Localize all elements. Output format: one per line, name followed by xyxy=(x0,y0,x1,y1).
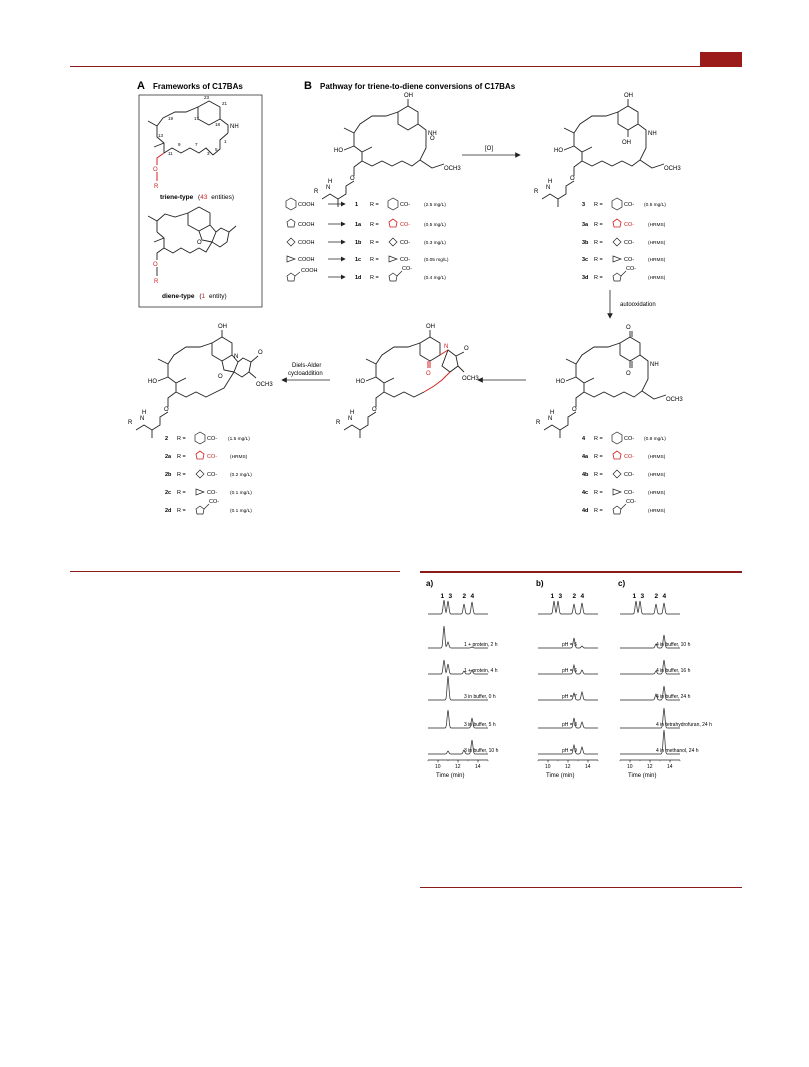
hplc-chromatograms xyxy=(426,579,712,779)
svg-text:2: 2 xyxy=(165,436,169,442)
hplc-reference-trace xyxy=(620,601,680,614)
hplc-trace-label: 4 in buffer, 24 h xyxy=(656,694,691,700)
hplc-peak-label: 3 xyxy=(558,593,563,600)
int-n: N xyxy=(348,416,353,422)
hplc-panel-letter: b) xyxy=(536,579,544,588)
c2-o-lactam: O xyxy=(258,350,263,356)
hplc-peak-label: 2 xyxy=(654,593,659,600)
hplc-peak-label: 2 xyxy=(462,593,467,600)
c4-och3: OCH3 xyxy=(666,397,683,403)
c3-oh-bottom: OH xyxy=(622,140,631,146)
svg-text:2d: 2d xyxy=(165,508,172,514)
svg-text:2a: 2a xyxy=(165,454,172,460)
svg-text:1: 1 xyxy=(224,139,227,144)
c4-n: N xyxy=(548,416,553,422)
c3-o: O xyxy=(570,176,575,182)
hplc-peak-label: 4 xyxy=(470,593,475,600)
hplc-trace-label: 3 in buffer, 0 h xyxy=(464,694,496,700)
c4-h: H xyxy=(550,410,555,416)
c4-o: O xyxy=(572,407,577,413)
c2-r: R xyxy=(128,420,133,426)
svg-text:(0.5 mg/L): (0.5 mg/L) xyxy=(644,203,666,208)
int-o-red: O xyxy=(426,371,431,377)
svg-text:(0.5 mg/L): (0.5 mg/L) xyxy=(424,223,446,228)
svg-text:3b: 3b xyxy=(582,240,589,246)
svg-text:CO-: CO- xyxy=(626,499,637,505)
int-o: O xyxy=(372,407,377,413)
hplc-trace-label: 1 + protein, 4 h xyxy=(464,668,498,674)
hplc-peak-label: 3 xyxy=(640,593,645,600)
svg-text:CO-: CO- xyxy=(624,202,635,208)
c1-h: H xyxy=(328,179,333,185)
svg-text:2c: 2c xyxy=(165,490,172,496)
c4-o-top: O xyxy=(626,325,631,331)
hplc-x-tick-label: 14 xyxy=(667,764,673,770)
svg-text:4: 4 xyxy=(582,436,586,442)
c1-o2: O xyxy=(350,176,355,182)
c2-n: N xyxy=(234,354,239,360)
svg-text:1b: 1b xyxy=(355,240,362,246)
svg-text:19: 19 xyxy=(168,116,174,121)
hplc-peak-label: 3 xyxy=(448,593,453,600)
svg-text:(HRMS): (HRMS) xyxy=(648,473,666,478)
hplc-trace-label: pH = 8 xyxy=(562,722,577,728)
svg-text:(0.8 mg/L): (0.8 mg/L) xyxy=(644,437,666,442)
svg-text:(0.4 mg/L): (0.4 mg/L) xyxy=(424,276,446,281)
svg-text:9: 9 xyxy=(178,142,181,147)
c3-r: R xyxy=(534,189,539,195)
acid-row-1b xyxy=(287,238,446,246)
int-h: H xyxy=(350,410,355,416)
svg-text:R =: R = xyxy=(177,490,186,496)
hplc-x-axis-title: Time (min) xyxy=(628,773,657,779)
c1-r: R xyxy=(314,189,319,195)
svg-text:(HRMS): (HRMS) xyxy=(648,241,666,246)
svg-text:R =: R = xyxy=(177,508,186,514)
hplc-peak-label: 1 xyxy=(632,593,637,600)
c2-o: O xyxy=(164,407,169,413)
svg-text:(0.3 mg/L): (0.3 mg/L) xyxy=(424,241,446,246)
svg-text:4a: 4a xyxy=(582,454,589,460)
svg-text:CO-: CO- xyxy=(624,436,635,442)
c2-ho: HO xyxy=(148,379,157,385)
int-ho: HO xyxy=(356,379,365,385)
hplc-x-tick-label: 12 xyxy=(647,764,653,770)
svg-text:3c: 3c xyxy=(582,257,589,263)
c2-h: H xyxy=(142,410,147,416)
svg-text:R =: R = xyxy=(594,275,603,281)
svg-text:5: 5 xyxy=(215,147,218,152)
acid-row-1d xyxy=(287,266,446,281)
svg-text:CO-: CO- xyxy=(624,454,635,460)
hplc-peak-label: 1 xyxy=(550,593,555,600)
svg-text:23: 23 xyxy=(204,95,210,100)
svg-text:CO-: CO- xyxy=(207,472,218,478)
c3-nh: NH xyxy=(648,131,657,137)
oxidation-label: [O] xyxy=(485,146,494,152)
hplc-trace-label: 4 in methanol, 24 h xyxy=(656,748,699,754)
autooxidation-label: autooxidation xyxy=(620,302,656,308)
hplc-trace-label: pH = 9 xyxy=(562,748,577,754)
triene-type-label: triene-type (43 entities) xyxy=(160,194,235,201)
svg-text:R =: R = xyxy=(177,472,186,478)
svg-text:1: 1 xyxy=(355,202,359,208)
hplc-reference-trace xyxy=(538,601,598,614)
svg-text:(HRMS): (HRMS) xyxy=(648,491,666,496)
hplc-trace-label: pH = 6 xyxy=(562,668,577,674)
c2-och3: OCH3 xyxy=(256,382,273,388)
c1-ho: HO xyxy=(334,148,343,154)
hplc-peak-label: 4 xyxy=(580,593,585,600)
svg-text:COOH: COOH xyxy=(298,202,315,208)
svg-text:R =: R = xyxy=(594,508,603,514)
triene-r: R xyxy=(154,184,159,190)
svg-text:2b: 2b xyxy=(165,472,172,478)
diene-o: O xyxy=(197,240,202,246)
svg-text:R =: R = xyxy=(370,257,379,263)
svg-text:CO-: CO- xyxy=(624,257,635,263)
svg-text:(0.2 mg/L): (0.2 mg/L) xyxy=(230,473,252,478)
c3-h: H xyxy=(548,179,553,185)
series4-table xyxy=(582,432,666,514)
diene-skeleton xyxy=(148,207,236,276)
hplc-x-tick-label: 10 xyxy=(435,764,441,770)
svg-text:(HRMS): (HRMS) xyxy=(648,276,666,281)
svg-text:COOH: COOH xyxy=(301,268,318,274)
svg-text:CO-: CO- xyxy=(402,266,413,272)
hplc-x-tick-label: 14 xyxy=(475,764,481,770)
svg-text:CO-: CO- xyxy=(624,472,635,478)
svg-text:R =: R = xyxy=(594,436,603,442)
hplc-trace-label: 4 in buffer, 16 h xyxy=(656,668,691,674)
svg-text:(2.5 mg/L): (2.5 mg/L) xyxy=(424,203,446,208)
diels-alder-label-2: cycloaddition xyxy=(288,371,323,377)
c1-o: O xyxy=(430,136,435,142)
svg-text:(0.05 mg/L): (0.05 mg/L) xyxy=(424,258,449,263)
hplc-x-tick-label: 10 xyxy=(627,764,633,770)
svg-text:(HRMS): (HRMS) xyxy=(648,258,666,263)
svg-text:1a: 1a xyxy=(355,222,362,228)
svg-text:R =: R = xyxy=(177,436,186,442)
svg-text:CO-: CO- xyxy=(624,222,635,228)
c4-o-bottom: O xyxy=(626,371,631,377)
svg-text:COOH: COOH xyxy=(298,240,315,246)
svg-text:COOH: COOH xyxy=(298,222,315,228)
svg-text:R =: R = xyxy=(177,454,186,460)
c4-ho: HO xyxy=(556,379,565,385)
svg-text:CO-: CO- xyxy=(209,499,220,505)
svg-text:R =: R = xyxy=(594,240,603,246)
hplc-x-axis-title: Time (min) xyxy=(546,773,575,779)
svg-text:(0.1 mg/L): (0.1 mg/L) xyxy=(230,491,252,496)
svg-text:7: 7 xyxy=(195,142,198,147)
svg-text:R =: R = xyxy=(594,257,603,263)
svg-text:CO-: CO- xyxy=(400,222,411,228)
svg-text:(1.5 mg/L): (1.5 mg/L) xyxy=(228,437,250,442)
diels-alder-label-1: Diels-Alder xyxy=(292,363,322,369)
acid-row-1c xyxy=(287,256,449,263)
int-o-lactam: O xyxy=(464,346,469,352)
hplc-x-tick-label: 14 xyxy=(585,764,591,770)
c1-oh: OH xyxy=(404,93,413,99)
svg-text:CO-: CO- xyxy=(207,454,218,460)
triene-red-o-bond xyxy=(157,153,164,181)
panel-a-letter: A xyxy=(137,80,145,92)
svg-text:(HRMS): (HRMS) xyxy=(648,223,666,228)
svg-text:R =: R = xyxy=(594,472,603,478)
hplc-trace-label: 4 in buffer, 10 h xyxy=(656,642,691,648)
hplc-peak-label: 2 xyxy=(572,593,577,600)
diene-o-red: O xyxy=(153,262,158,268)
svg-text:R =: R = xyxy=(370,222,379,228)
hplc-panel-letter: a) xyxy=(426,579,434,588)
hplc-peak-label: 4 xyxy=(662,593,667,600)
svg-text:11: 11 xyxy=(168,151,173,156)
hplc-trace-label: pH = 7 xyxy=(562,694,577,700)
int-oh: OH xyxy=(426,324,435,330)
hplc-trace-label: 1 + protein, 2 h xyxy=(464,642,498,648)
svg-text:17: 17 xyxy=(194,116,200,121)
svg-text:R =: R = xyxy=(370,240,379,246)
hplc-x-axis-title: Time (min) xyxy=(436,773,465,779)
svg-text:COOH: COOH xyxy=(298,257,315,263)
triene-o: O xyxy=(153,167,158,173)
svg-text:(HRMS): (HRMS) xyxy=(230,455,248,460)
svg-text:R =: R = xyxy=(594,454,603,460)
c2-n-amine: N xyxy=(140,416,145,422)
int-r: R xyxy=(336,420,341,426)
svg-text:1c: 1c xyxy=(355,257,362,263)
hplc-reference-trace xyxy=(428,600,488,614)
panel-a-title: Frameworks of C17BAs xyxy=(153,82,243,91)
c3-och3: OCH3 xyxy=(664,166,681,172)
svg-text:4b: 4b xyxy=(582,472,589,478)
c3-oh-top: OH xyxy=(624,93,633,99)
svg-text:(HRMS): (HRMS) xyxy=(648,509,666,514)
svg-text:3a: 3a xyxy=(582,222,589,228)
svg-text:R =: R = xyxy=(370,202,379,208)
diene-r: R xyxy=(154,279,159,285)
acid-row-1a xyxy=(287,219,446,228)
svg-text:CO-: CO- xyxy=(207,436,218,442)
c4-r: R xyxy=(536,420,541,426)
svg-text:CO-: CO- xyxy=(400,257,411,263)
hplc-peak-label: 1 xyxy=(440,593,445,600)
hplc-panel-letter: c) xyxy=(618,579,626,588)
c1-och3: OCH3 xyxy=(444,166,461,172)
svg-text:CO-: CO- xyxy=(400,240,411,246)
svg-text:CO-: CO- xyxy=(400,202,411,208)
int-och3: OCH3 xyxy=(462,376,479,382)
svg-text:CO-: CO- xyxy=(624,240,635,246)
c3-ho: HO xyxy=(554,148,563,154)
svg-text:CO-: CO- xyxy=(626,266,637,272)
svg-text:R =: R = xyxy=(594,490,603,496)
svg-text:CO-: CO- xyxy=(624,490,635,496)
series1-table xyxy=(286,198,449,281)
svg-text:3: 3 xyxy=(582,202,586,208)
svg-text:4c: 4c xyxy=(582,490,589,496)
svg-text:R =: R = xyxy=(594,222,603,228)
svg-text:R =: R = xyxy=(594,202,603,208)
series3-table xyxy=(582,198,666,281)
hplc-x-tick-label: 12 xyxy=(565,764,571,770)
diene-type-label: diene-type (1 entity) xyxy=(162,293,227,300)
svg-text:1d: 1d xyxy=(355,275,362,281)
hplc-x-tick-label: 12 xyxy=(455,764,461,770)
svg-text:4d: 4d xyxy=(582,508,589,514)
hplc-trace-label: 3 in buffer, 5 h xyxy=(464,722,496,728)
hplc-trace-label: 4 in tetrahydrofuran, 24 h xyxy=(656,722,712,728)
series2-table xyxy=(165,432,252,514)
c1-nh: NH xyxy=(428,131,437,137)
svg-text:R =: R = xyxy=(370,275,379,281)
svg-text:(HRMS): (HRMS) xyxy=(648,455,666,460)
hplc-x-tick-label: 10 xyxy=(545,764,551,770)
svg-text:(0.1 mg/L): (0.1 mg/L) xyxy=(230,509,252,514)
panel-b-letter: B xyxy=(304,80,312,92)
hplc-trace-label: pH = 5 xyxy=(562,642,577,648)
c4-nh: NH xyxy=(650,362,659,368)
c2-o-ring: O xyxy=(218,374,223,380)
hplc-trace-label: 3 in buffer, 10 h xyxy=(464,748,499,754)
triene-nh: NH xyxy=(230,124,239,130)
panel-b-title: Pathway for triene-to-diene conversions of C17BAs xyxy=(320,82,516,91)
svg-text:13: 13 xyxy=(158,133,164,138)
c2-oh: OH xyxy=(218,324,227,330)
acid-row-1 xyxy=(286,198,446,210)
c3-n: N xyxy=(546,185,551,191)
svg-text:3d: 3d xyxy=(582,275,589,281)
svg-text:21: 21 xyxy=(222,101,228,106)
int-n-red: N xyxy=(444,344,449,350)
svg-text:CO-: CO- xyxy=(207,490,218,496)
svg-text:18: 18 xyxy=(215,122,221,127)
triene-atom-numbers xyxy=(158,95,228,156)
svg-text:3: 3 xyxy=(207,151,210,156)
compound-1-structure xyxy=(344,99,444,176)
c1-n: N xyxy=(326,185,331,191)
